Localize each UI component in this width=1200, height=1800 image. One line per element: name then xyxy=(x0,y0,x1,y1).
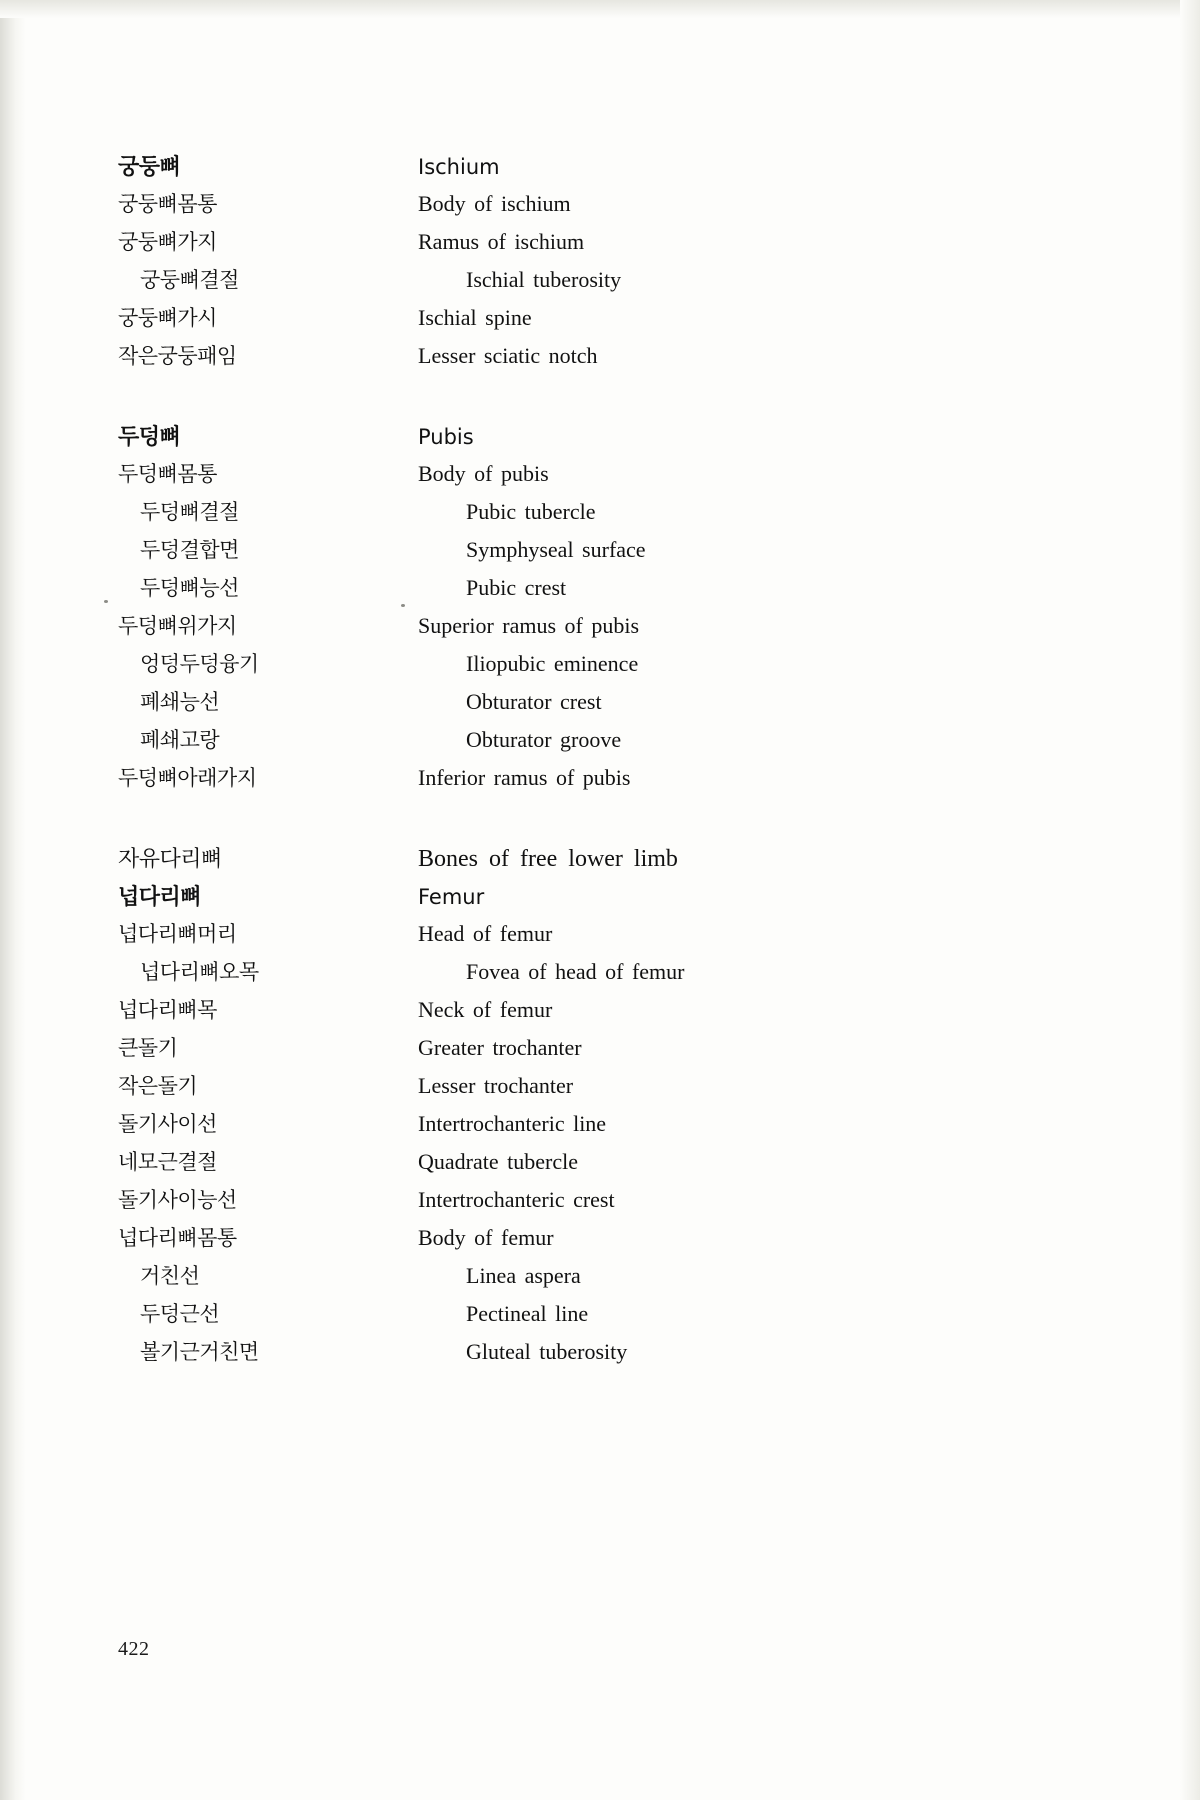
term-korean: 두덩근선 xyxy=(140,1302,220,1326)
term-korean: 넙다리뼈머리 xyxy=(118,922,237,946)
term-row xyxy=(118,420,1018,458)
pubis-group xyxy=(118,420,1018,800)
term-row xyxy=(118,880,1018,918)
ischium-group xyxy=(118,150,1018,378)
term-row xyxy=(118,1222,1018,1260)
term-korean: 자유다리뼈 xyxy=(118,847,222,872)
term-row xyxy=(118,1146,1018,1184)
term-english: Greater trochanter xyxy=(418,1035,582,1060)
term-korean: 돌기사이능선 xyxy=(118,1188,237,1212)
term-korean: 넙다리뼈목 xyxy=(118,998,217,1022)
term-english: Lesser trochanter xyxy=(418,1073,574,1098)
term-english: Inferior ramus of pubis xyxy=(418,765,631,790)
term-row xyxy=(118,994,1018,1032)
term-korean: 두덩뼈능선 xyxy=(140,576,239,600)
term-row xyxy=(118,264,1018,302)
term-korean: 작은돌기 xyxy=(118,1074,198,1098)
term-row xyxy=(118,648,1018,686)
term-english: Head of femur xyxy=(418,921,553,946)
term-english: Intertrochanteric line xyxy=(418,1111,607,1136)
term-english: Ramus of ischium xyxy=(418,229,585,254)
page-number: 422 xyxy=(118,1638,150,1660)
term-row xyxy=(118,1336,1018,1374)
term-row xyxy=(118,188,1018,226)
term-row xyxy=(118,610,1018,648)
term-row xyxy=(118,1032,1018,1070)
term-korean: 폐쇄고랑 xyxy=(140,728,220,752)
term-row xyxy=(118,956,1018,994)
term-english: Linea aspera xyxy=(466,1263,581,1288)
term-korean: 볼기근거친면 xyxy=(140,1340,259,1364)
term-english: Obturator crest xyxy=(466,689,602,714)
term-row xyxy=(118,1108,1018,1146)
scan-speck xyxy=(104,600,108,603)
term-korean: 돌기사이선 xyxy=(118,1112,217,1136)
term-row xyxy=(118,302,1018,340)
term-korean: 넙다리뼈오목 xyxy=(140,960,259,984)
term-english: Lesser sciatic notch xyxy=(418,343,598,368)
term-korean: 넙다리뼈 xyxy=(118,885,202,910)
term-english: Body of ischium xyxy=(418,191,571,216)
term-english: Obturator groove xyxy=(466,727,622,752)
scan-edge-top xyxy=(0,0,1200,18)
term-row xyxy=(118,686,1018,724)
term-english: Intertrochanteric crest xyxy=(418,1187,615,1212)
term-row xyxy=(118,534,1018,572)
term-korean: 네모근결절 xyxy=(118,1150,217,1174)
free-lower-limb-group xyxy=(118,842,1018,1374)
term-row xyxy=(118,1260,1018,1298)
term-korean: 두덩결합면 xyxy=(140,538,239,562)
term-korean: 두덩뼈위가지 xyxy=(118,614,237,638)
terminology-list xyxy=(118,150,1018,1374)
scan-edge-left xyxy=(0,0,26,1800)
term-row xyxy=(118,572,1018,610)
term-row xyxy=(118,1070,1018,1108)
term-row xyxy=(118,150,1018,188)
term-english: Quadrate tubercle xyxy=(418,1149,578,1174)
term-korean: 두덩뼈결절 xyxy=(140,500,239,524)
term-english: Ischial spine xyxy=(418,305,532,330)
term-row xyxy=(118,762,1018,800)
term-english: Pubic tubercle xyxy=(466,499,596,524)
term-korean: 폐쇄능선 xyxy=(140,690,220,714)
term-korean: 궁둥뼈가시 xyxy=(118,306,217,330)
term-english: Symphyseal surface xyxy=(466,537,646,562)
term-row xyxy=(118,918,1018,956)
term-english: Neck of femur xyxy=(418,997,553,1022)
term-row xyxy=(118,496,1018,534)
term-korean: 두덩뼈아래가지 xyxy=(118,766,257,790)
term-korean: 궁둥뼈결절 xyxy=(140,268,239,292)
term-english: Superior ramus of pubis xyxy=(418,613,640,638)
term-english: Body of femur xyxy=(418,1225,554,1250)
term-row xyxy=(118,458,1018,496)
term-english: Pectineal line xyxy=(466,1301,589,1326)
term-korean: 거친선 xyxy=(140,1264,200,1288)
term-korean: 넙다리뼈몸통 xyxy=(118,1226,237,1250)
term-english: Body of pubis xyxy=(418,461,549,486)
term-row xyxy=(118,1298,1018,1336)
term-korean: 두덩뼈몸통 xyxy=(118,462,217,486)
term-english: Iliopubic eminence xyxy=(466,651,639,676)
term-row xyxy=(118,724,1018,762)
term-korean: 궁둥뼈가지 xyxy=(118,230,217,254)
term-english: Ischium xyxy=(418,155,500,179)
term-row xyxy=(118,1184,1018,1222)
term-english: Femur xyxy=(418,885,485,909)
term-korean: 궁둥뼈몸통 xyxy=(118,192,217,216)
term-english: Bones of free lower limb xyxy=(418,846,678,872)
term-row xyxy=(118,842,1018,880)
term-english: Fovea of head of femur xyxy=(466,959,685,984)
term-english: Gluteal tuberosity xyxy=(466,1339,628,1364)
scan-edge-right xyxy=(1180,0,1200,1800)
term-korean: 두덩뼈 xyxy=(118,425,181,450)
term-english: Pubic crest xyxy=(466,575,567,600)
term-row xyxy=(118,226,1018,264)
term-korean: 궁둥뼈 xyxy=(118,155,181,180)
term-english: Pubis xyxy=(418,425,474,449)
term-korean: 작은궁둥패임 xyxy=(118,344,237,368)
term-english: Ischial tuberosity xyxy=(466,267,622,292)
term-korean: 엉덩두덩융기 xyxy=(140,652,259,676)
term-row xyxy=(118,340,1018,378)
term-korean: 큰돌기 xyxy=(118,1036,178,1060)
